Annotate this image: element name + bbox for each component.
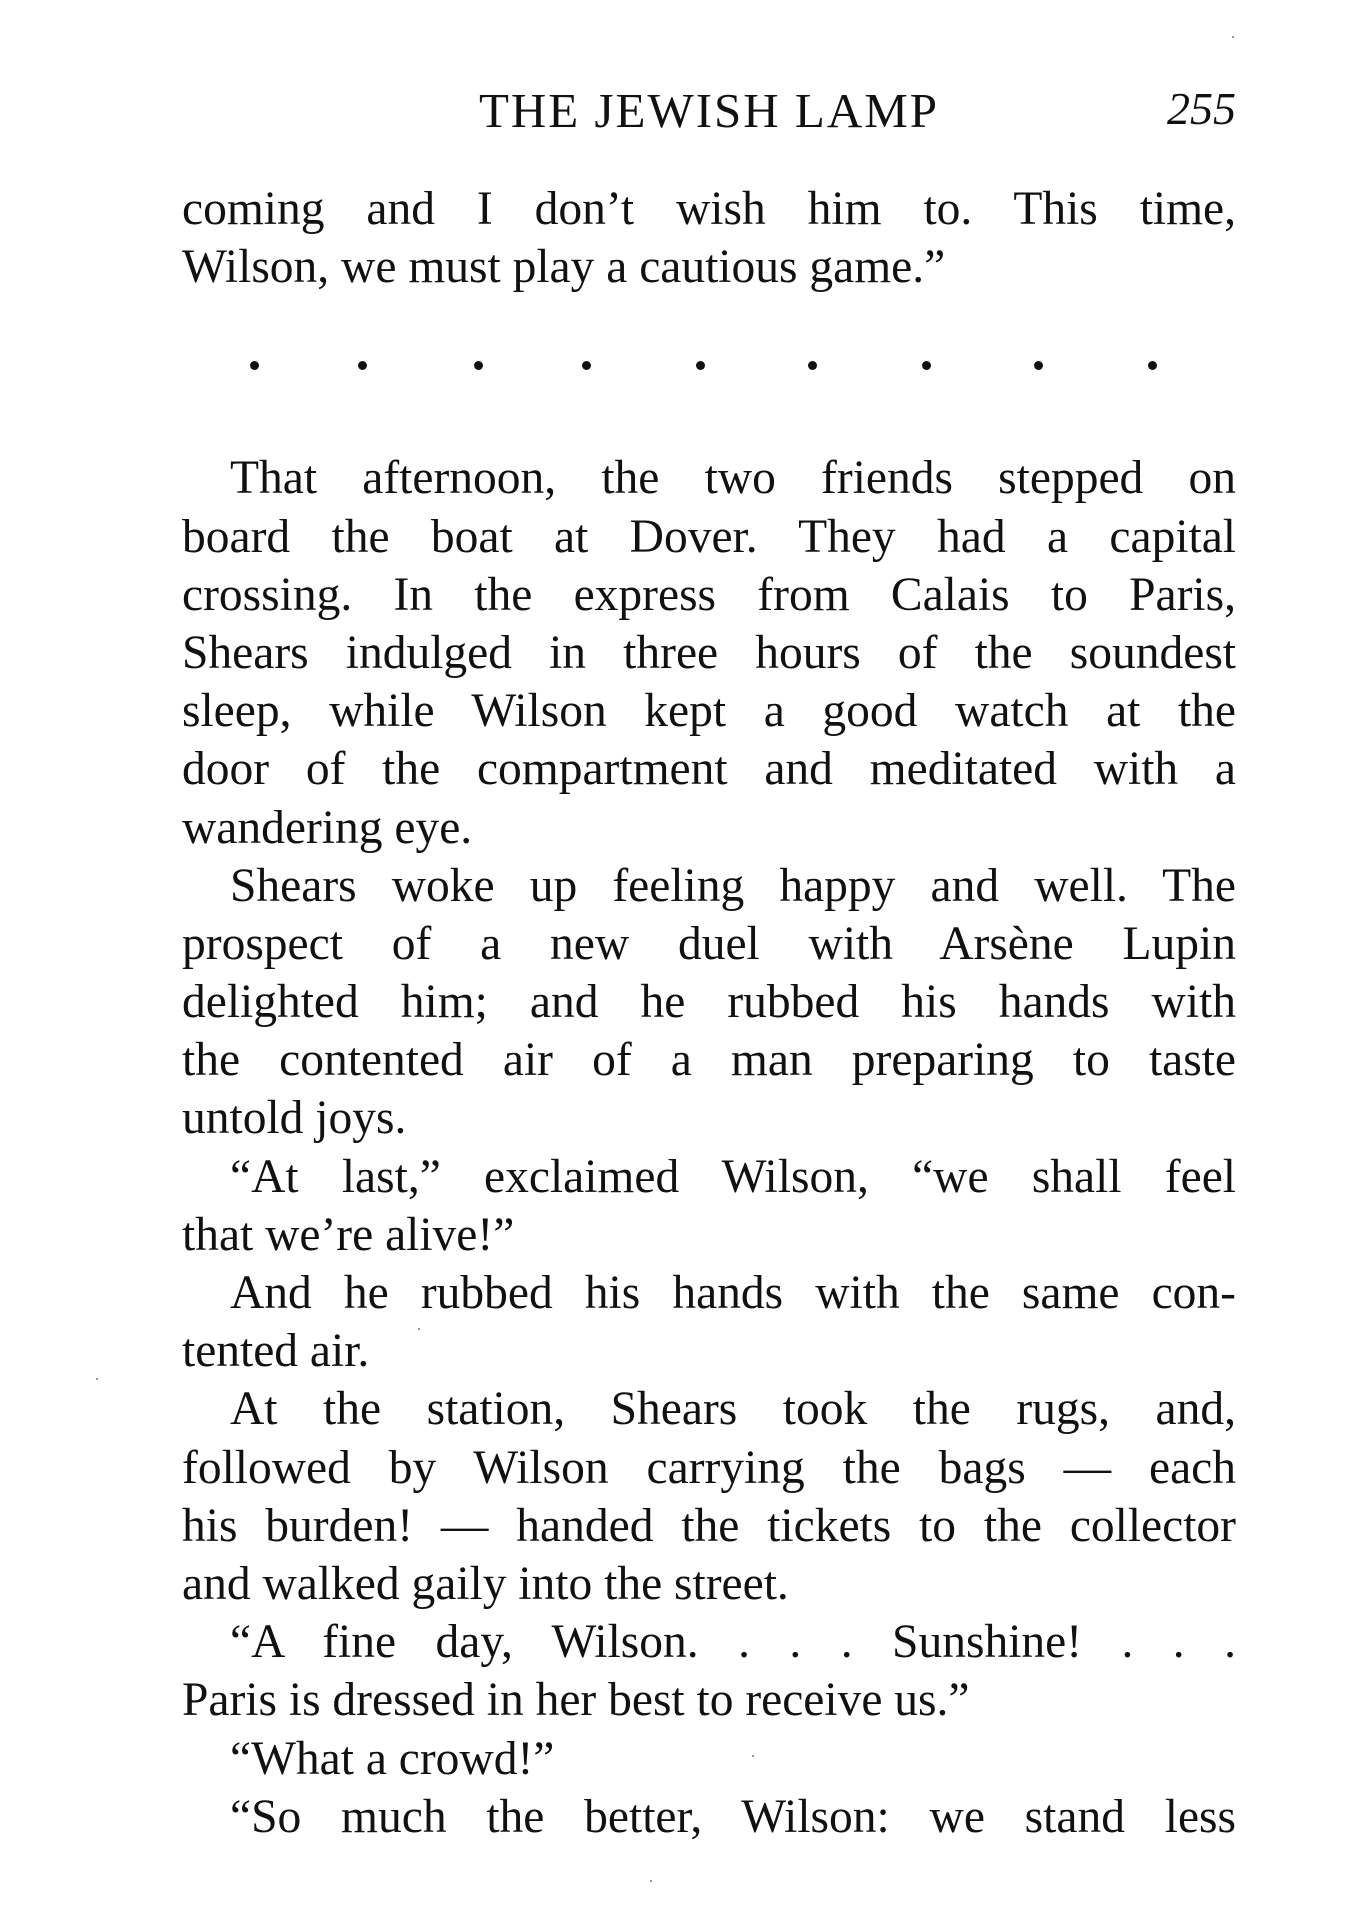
ornament-dot: [1034, 361, 1043, 370]
running-title: THE JEWISH LAMP: [478, 83, 940, 138]
text-line: that we’re alive!”: [182, 1208, 515, 1261]
text-line: followed by Wilson carrying the bags — each: [182, 1441, 1236, 1494]
text-line: prospect of a new duel with Arsène Lupin: [182, 917, 1236, 970]
text-line: “At last,” exclaimed Wilson, “we shall feel: [230, 1150, 1236, 1203]
text-line: tented air.: [182, 1325, 370, 1378]
ornament-dot: [922, 361, 931, 370]
text-line: And he rubbed his hands with the same con-: [230, 1267, 1236, 1319]
text-line: That afternoon, the two friends stepped on: [230, 452, 1236, 505]
scan-speck: [418, 1328, 420, 1330]
text-line: delighted him; and he rubbed his hands with: [182, 976, 1236, 1029]
text-line: Shears indulged in three hours of the soundest: [182, 626, 1236, 679]
ornament-dot: [474, 361, 483, 370]
text-line: Wilson, we must play a cautious game.”: [182, 241, 946, 294]
scan-speck: [1232, 36, 1234, 38]
page-number: 255: [1167, 83, 1236, 134]
text-line: untold joys.: [182, 1092, 407, 1145]
scan-speck: [650, 1880, 652, 1882]
section-break-dots: [182, 301, 1236, 449]
text-line: “So much the better, Wilson: we stand less: [230, 1790, 1236, 1843]
scan-speck: [752, 1755, 754, 1757]
ornament-dot: [696, 361, 705, 370]
scan-speck: [96, 1378, 98, 1380]
text-line: board the boat at Dover. They had a capital: [182, 510, 1236, 563]
text-line: wandering eye.: [182, 801, 473, 854]
ornament-dot: [808, 361, 817, 370]
text-line: coming and I don’t wish him to. This time,: [182, 183, 1236, 235]
body-text: [182, 180, 1236, 1846]
text-line: “A fine day, Wilson. . . . Sunshine! . . .: [230, 1616, 1236, 1669]
text-line: At the station, Shears took the rugs, and,: [230, 1383, 1236, 1436]
text-line: “What a crowd!”: [230, 1732, 555, 1785]
ornament-dot: [250, 361, 259, 370]
text-line: crossing. In the express from Calais to Paris,: [182, 568, 1236, 621]
text-line: Paris is dressed in her best to receive us.”: [182, 1674, 970, 1727]
text-line: the contented air of a man preparing to taste: [182, 1034, 1236, 1087]
text-line: Shears woke up feeling happy and well. The: [230, 859, 1236, 912]
page-header: [182, 82, 1236, 152]
ornament-dot: [1148, 361, 1157, 370]
text-line: door of the compartment and meditated with a: [182, 743, 1236, 796]
text-line: his burden! — handed the tickets to the collector: [182, 1499, 1236, 1552]
ornament-dot: [582, 361, 591, 370]
text-line: and walked gaily into the street.: [182, 1557, 789, 1610]
ornament-dot: [358, 361, 367, 370]
text-line: sleep, while Wilson kept a good watch at the: [182, 685, 1236, 738]
